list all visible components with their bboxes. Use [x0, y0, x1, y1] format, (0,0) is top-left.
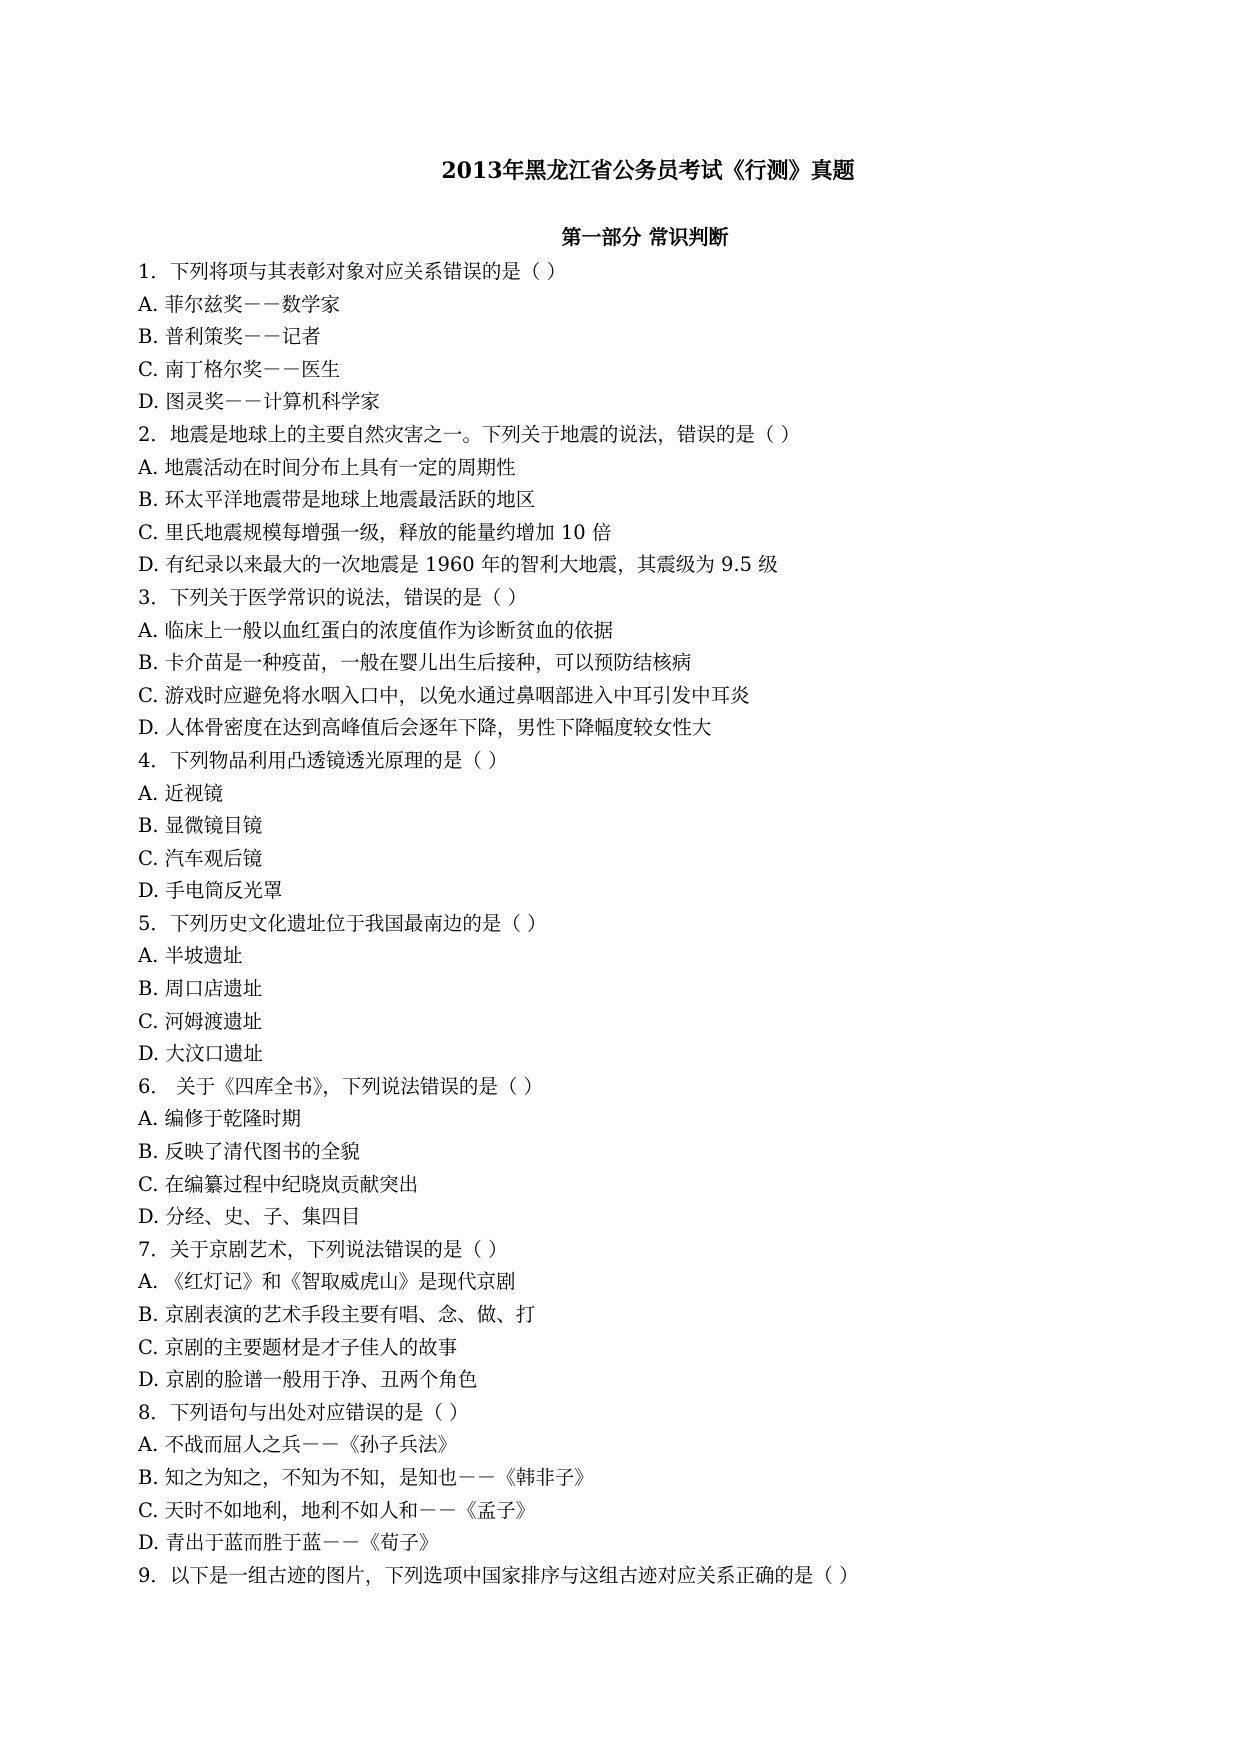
answer-option: C. 汽车观后镜 [138, 846, 263, 870]
document-title: 2013年黑龙江省公务员考试《行测》真题 [441, 158, 855, 184]
section-title: 第一部分 常识判断 [561, 225, 729, 249]
answer-option: B. 卡介苗是一种疫苗，一般在婴儿出生后接种，可以预防结核病 [138, 651, 692, 675]
answer-option: A. 近视镜 [138, 781, 223, 805]
answer-option: D. 分经、史、子、集四目 [138, 1205, 361, 1229]
question-stem: 7．关于京剧艺术，下列说法错误的是（ ） [138, 1237, 508, 1261]
answer-option: B. 知之为知之，不知为不知，是知也－－《韩非子》 [138, 1465, 594, 1489]
answer-option: B. 显微镜目镜 [138, 814, 263, 838]
answer-option: B. 环太平洋地震带是地球上地震最活跃的地区 [138, 488, 536, 512]
answer-option: C. 游戏时应避免将水咽入口中，以免水通过鼻咽部进入中耳引发中耳炎 [138, 683, 750, 707]
question-stem: 4．下列物品利用凸透镜透光原理的是（ ） [138, 748, 508, 772]
answer-option: B. 反映了清代图书的全貌 [138, 1140, 360, 1164]
answer-option: C. 河姆渡遗址 [138, 1009, 263, 1033]
question-stem: 5．下列历史文化遗址位于我国最南边的是（ ） [138, 911, 547, 935]
question-stem: 2．地震是地球上的主要自然灾害之一。下列关于地震的说法，错误的是（ ） [138, 422, 801, 446]
answer-option: C. 里氏地震规模每增强一级，释放的能量约增加 10 倍 [138, 520, 612, 544]
answer-option: A. 不战而屈人之兵－－《孙子兵法》 [138, 1433, 457, 1457]
answer-option: D. 青出于蓝而胜于蓝－－《荀子》 [138, 1531, 439, 1555]
question-stem: 1．下列将项与其表彰对象对应关系错误的是（ ） [138, 260, 567, 283]
answer-option: A. 地震活动在时间分布上具有一定的周期性 [138, 455, 516, 479]
answer-option: D. 京剧的脸谱一般用于净、丑两个角色 [138, 1368, 478, 1392]
answer-option: D. 有纪录以来最大的一次地震是 1960 年的智利大地震，其震级为 9.5 级 [138, 553, 778, 577]
answer-option: B. 普利策奖－－记者 [138, 325, 321, 349]
answer-option: C. 京剧的主要题材是才子佳人的故事 [138, 1335, 458, 1359]
answer-option: A. 半坡遗址 [138, 944, 243, 968]
answer-option: A. 菲尔兹奖－－数学家 [138, 292, 340, 316]
answer-option: B. 京剧表演的艺术手段主要有唱、念、做、打 [138, 1303, 536, 1326]
answer-option: A. 《红灯记》和《智取威虎山》是现代京剧 [138, 1270, 516, 1294]
answer-option: B. 周口店遗址 [138, 977, 263, 1001]
answer-option: C. 南丁格尔奖－－医生 [138, 357, 341, 381]
answer-option: D. 图灵奖－－计算机科学家 [138, 390, 380, 414]
question-stem: 9．以下是一组古迹的图片，下列选项中国家排序与这组古迹对应关系正确的是（ ） [138, 1563, 859, 1587]
answer-option: A. 临床上一般以血红蛋白的浓度值作为诊断贫血的依据 [138, 618, 613, 642]
answer-option: D. 大汶口遗址 [138, 1042, 263, 1066]
answer-option: D. 人体骨密度在达到高峰值后会逐年下降，男性下降幅度较女性大 [138, 716, 712, 740]
question-list [138, 256, 1138, 1592]
answer-option: A. 编修于乾隆时期 [138, 1107, 301, 1131]
answer-option: D. 手电筒反光罩 [138, 879, 283, 903]
question-stem: 8．下列语句与出处对应错误的是（ ） [138, 1400, 469, 1424]
answer-option: C. 天时不如地利，地利不如人和－－《孟子》 [138, 1498, 536, 1522]
question-stem: 3．下列关于医学常识的说法，错误的是（ ） [138, 585, 528, 609]
answer-option: C. 在编纂过程中纪晓岚贡献突出 [138, 1172, 419, 1196]
question-stem: 6． 关于《四库全书》，下列说法错误的是（ ） [138, 1074, 544, 1098]
